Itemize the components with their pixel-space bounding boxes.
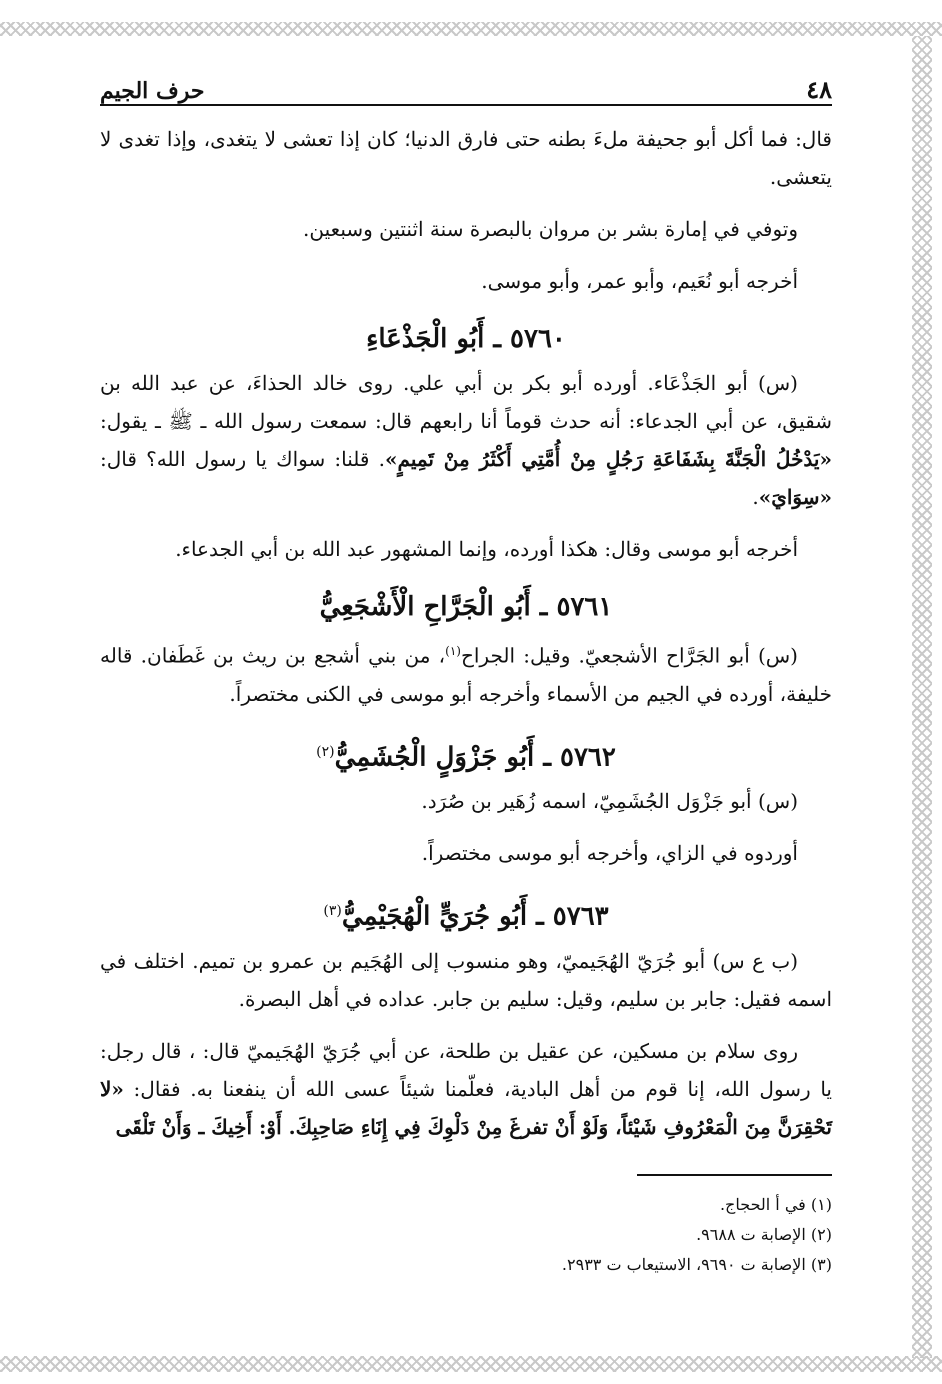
entry-body-5762: (س) أبو جَزْوَل الجُشَمِيّ، اسمه زُهَير بن صُرَد. — [421, 789, 798, 814]
entry-narration-5763 — [100, 1032, 832, 1146]
footnote-3: (٣) الإصابة ت ٩٦٩٠، الاستيعاب ت ٢٩٣٣. — [561, 1254, 832, 1274]
entry-text: روى سلام بن مسكين، عن عقيل بن طلحة، عن أبي جُرَيّ الهُجَيميّ قال: ، قال رجل: يا رسول الله، إنا قوم من أهل البادية، فعلّمنا شيئاً عسى الله أن ينفعنا به. فقال: — [100, 1038, 832, 1101]
hadith-text: «يَدْخُلُ الْجَنَّةَ بِشَفَاعَةِ رَجُلٍ مِنْ أُمَّتِي أَكْثَرُ مِنْ تَمِيمٍ» — [385, 447, 833, 471]
entry-text: . — [752, 485, 759, 509]
page-number: ٤٨ — [806, 75, 832, 104]
decorative-border-bottom — [0, 1356, 942, 1372]
entry-note-5762: أوردوه في الزاي، وأخرجه أبو موسى مختصراً. — [421, 841, 798, 866]
running-title: حرف الجيم — [100, 78, 205, 104]
entry-text: ، من بني أشجع بن ريث بن غَطَفان. قاله خليفة، أورده في الجيم من الأسماء وأخرجه أبو موسى في الكنى مختصراً. — [100, 643, 832, 706]
hadith-text: «لا تَحْقِرَنَّ مِنَ الْمَعْرُوفِ شَيْئاً، وَلَوْ أَنْ تفرغَ مِنْ دَلْوِكَ فِي إِنَاءِ صَاحِبِكَ. أَوْ: أَخِيكَ ـ وَأَنْ تَلْقَى — [100, 1076, 832, 1139]
entry-body-5760 — [100, 364, 832, 516]
entry-body-5763: (ب ع س) أبو جُرَيّ الهُجَيميّ، وهو منسوب إلى الهُجَيم بن عمرو بن تميم. اختلف في اسمه فقيل: جابر بن سليم، وقيل: سليم بن جابر. عداده في أهل البصرة. — [100, 948, 832, 1011]
footnote-ref: (١) — [445, 644, 461, 658]
entry-text: . قلنا: سواك يا رسول الله؟ قال: — [100, 447, 386, 471]
entry-title-5762 — [100, 727, 832, 783]
footnote-2: (٢) الإصابة ت ٩٦٨٨. — [696, 1224, 832, 1244]
entry-title-5763 — [100, 886, 832, 942]
footnotes — [100, 1190, 832, 1280]
entry-title-5761: ٥٧٦١ ـ أَبُو الْجَرَّاحِ الْأَشْجَعِيُّ — [319, 592, 613, 622]
entry-title-text: ٥٧٦٣ ـ أَبُو جُرَيٍّ الْهُجَيْمِيُّ — [341, 901, 609, 932]
entry-note-5760: أخرجه أبو موسى وقال: هكذا أورده، وإنما المشهور عبد الله بن أبي الجدعاء. — [175, 537, 798, 561]
paragraph-3: أخرجه أبو نُعَيم، وأبو عمر، وأبو موسى. — [481, 269, 798, 293]
entry-text: (س) أبو الجَرَّاح الأشجعيّ. وقيل: الجراح — [460, 643, 798, 668]
footnote-divider — [637, 1174, 832, 1176]
footnote-1: (١) في أ الحجاج. — [719, 1194, 832, 1214]
paragraph-1: قال: فما أكل أبو جحيفة ملءَ بطنه حتى فارق الدنيا؛ كان إذا تعشى لا يتغدى، وإذا تغدى لا يتعشى. — [100, 127, 832, 189]
entry-body-5761 — [100, 632, 832, 713]
entry-title-5760: ٥٧٦٠ ـ أَبُو الْجَذْعَاءِ — [366, 324, 566, 354]
footnote-ref: (٢) — [316, 743, 335, 760]
book-page — [100, 60, 832, 1280]
decorative-border-right — [912, 36, 932, 1358]
page-header — [100, 60, 832, 106]
hadith-reply: «سِوَايَ» — [758, 485, 832, 509]
paragraph-2: وتوفي في إمارة بشر بن مروان بالبصرة سنة اثنتين وسبعين. — [303, 217, 798, 241]
footnote-ref: (٣) — [323, 903, 342, 920]
entry-title-text: ٥٧٦٢ ـ أَبُو جَزْوَلٍ الْجُشَمِيُّ — [334, 742, 616, 773]
decorative-border-top — [0, 22, 942, 36]
entry-text: (س) أبو الجَذْعَاء. أورده أبو بكر بن أبي علي. روى خالد الحذاءَ، عن عبد الله بن شقيق، عن أبي الجدعاء: أنه حدث قوماً أنا رابعهم قال: سمعت رسول الله ـ ﷺ ـ يقول: — [100, 371, 832, 433]
